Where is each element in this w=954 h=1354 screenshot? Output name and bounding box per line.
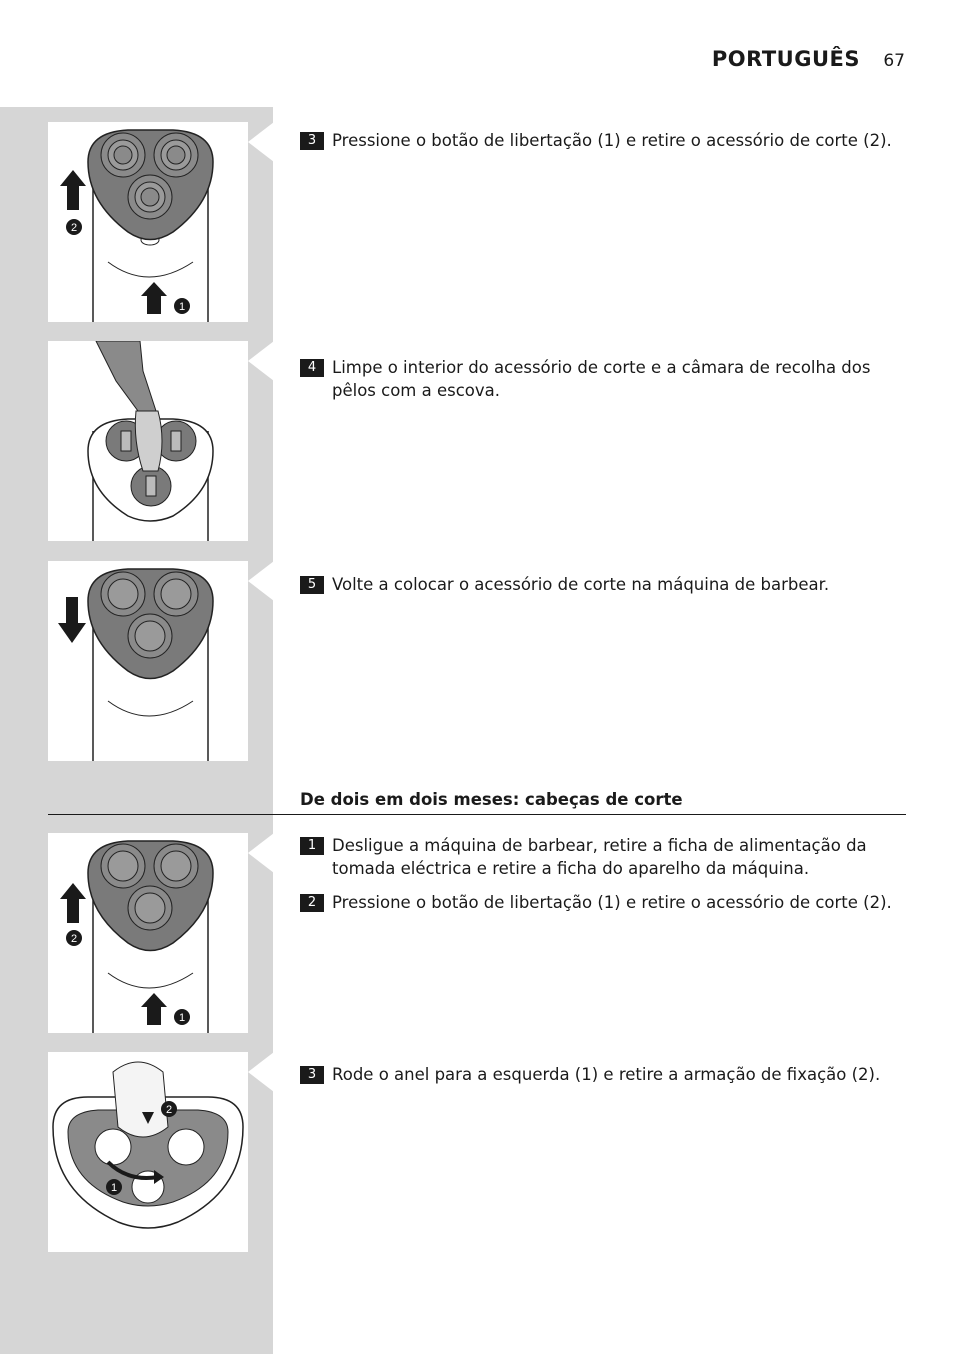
step-item [300, 892, 910, 915]
step-number: 1 [300, 837, 324, 855]
step-number: 2 [300, 894, 324, 912]
illustration-brush-cleaning [48, 341, 248, 541]
step-number: 3 [300, 132, 324, 150]
illustration-pointer [248, 341, 274, 381]
illustration-reattach-shaving-unit [48, 561, 248, 761]
step-number: 5 [300, 576, 324, 594]
step-item [300, 357, 910, 402]
step-item [300, 1064, 910, 1087]
label-two: 2 [70, 933, 78, 945]
step-number: 4 [300, 359, 324, 377]
label-two: 2 [70, 222, 78, 234]
step-text: Pressione o botão de libertação (1) e retire o acessório de corte (2). [332, 131, 892, 150]
label-one: 1 [178, 301, 186, 313]
step-item [300, 130, 910, 153]
step-number: 3 [300, 1066, 324, 1084]
illustration-remove-shaving-unit-2 [48, 833, 248, 1033]
step-text: Limpe o interior do acessório de corte e a câmara de recolha dos pêlos com a escova. [332, 358, 871, 400]
illustration-remove-shaving-unit [48, 122, 248, 322]
step-text: Pressione o botão de libertação (1) e retire o acessório de corte (2). [332, 893, 892, 912]
step-text: Rode o anel para a esquerda (1) e retire a armação de fixação (2). [332, 1065, 881, 1084]
step-text: Volte a colocar o acessório de corte na máquina de barbear. [332, 575, 830, 594]
page-language-heading: PORTUGUÊS [711, 47, 860, 71]
illustration-pointer [248, 122, 274, 162]
label-one: 1 [178, 1012, 186, 1024]
illustration-pointer [248, 561, 274, 601]
step-item [300, 835, 910, 880]
label-two: 2 [165, 1104, 173, 1116]
illustration-rotate-retaining-ring [48, 1052, 248, 1252]
illustration-pointer [248, 1052, 274, 1092]
section-heading: De dois em dois meses: cabeças de corte [300, 790, 683, 809]
page-number: 67 [883, 51, 905, 71]
illustration-pointer [248, 833, 274, 873]
label-one: 1 [110, 1182, 118, 1194]
step-item [300, 574, 910, 597]
section-divider [48, 814, 906, 815]
step-text: Desligue a máquina de barbear, retire a ficha de alimentação da tomada eléctrica e retire a ficha do aparelho da máquina. [332, 836, 867, 878]
